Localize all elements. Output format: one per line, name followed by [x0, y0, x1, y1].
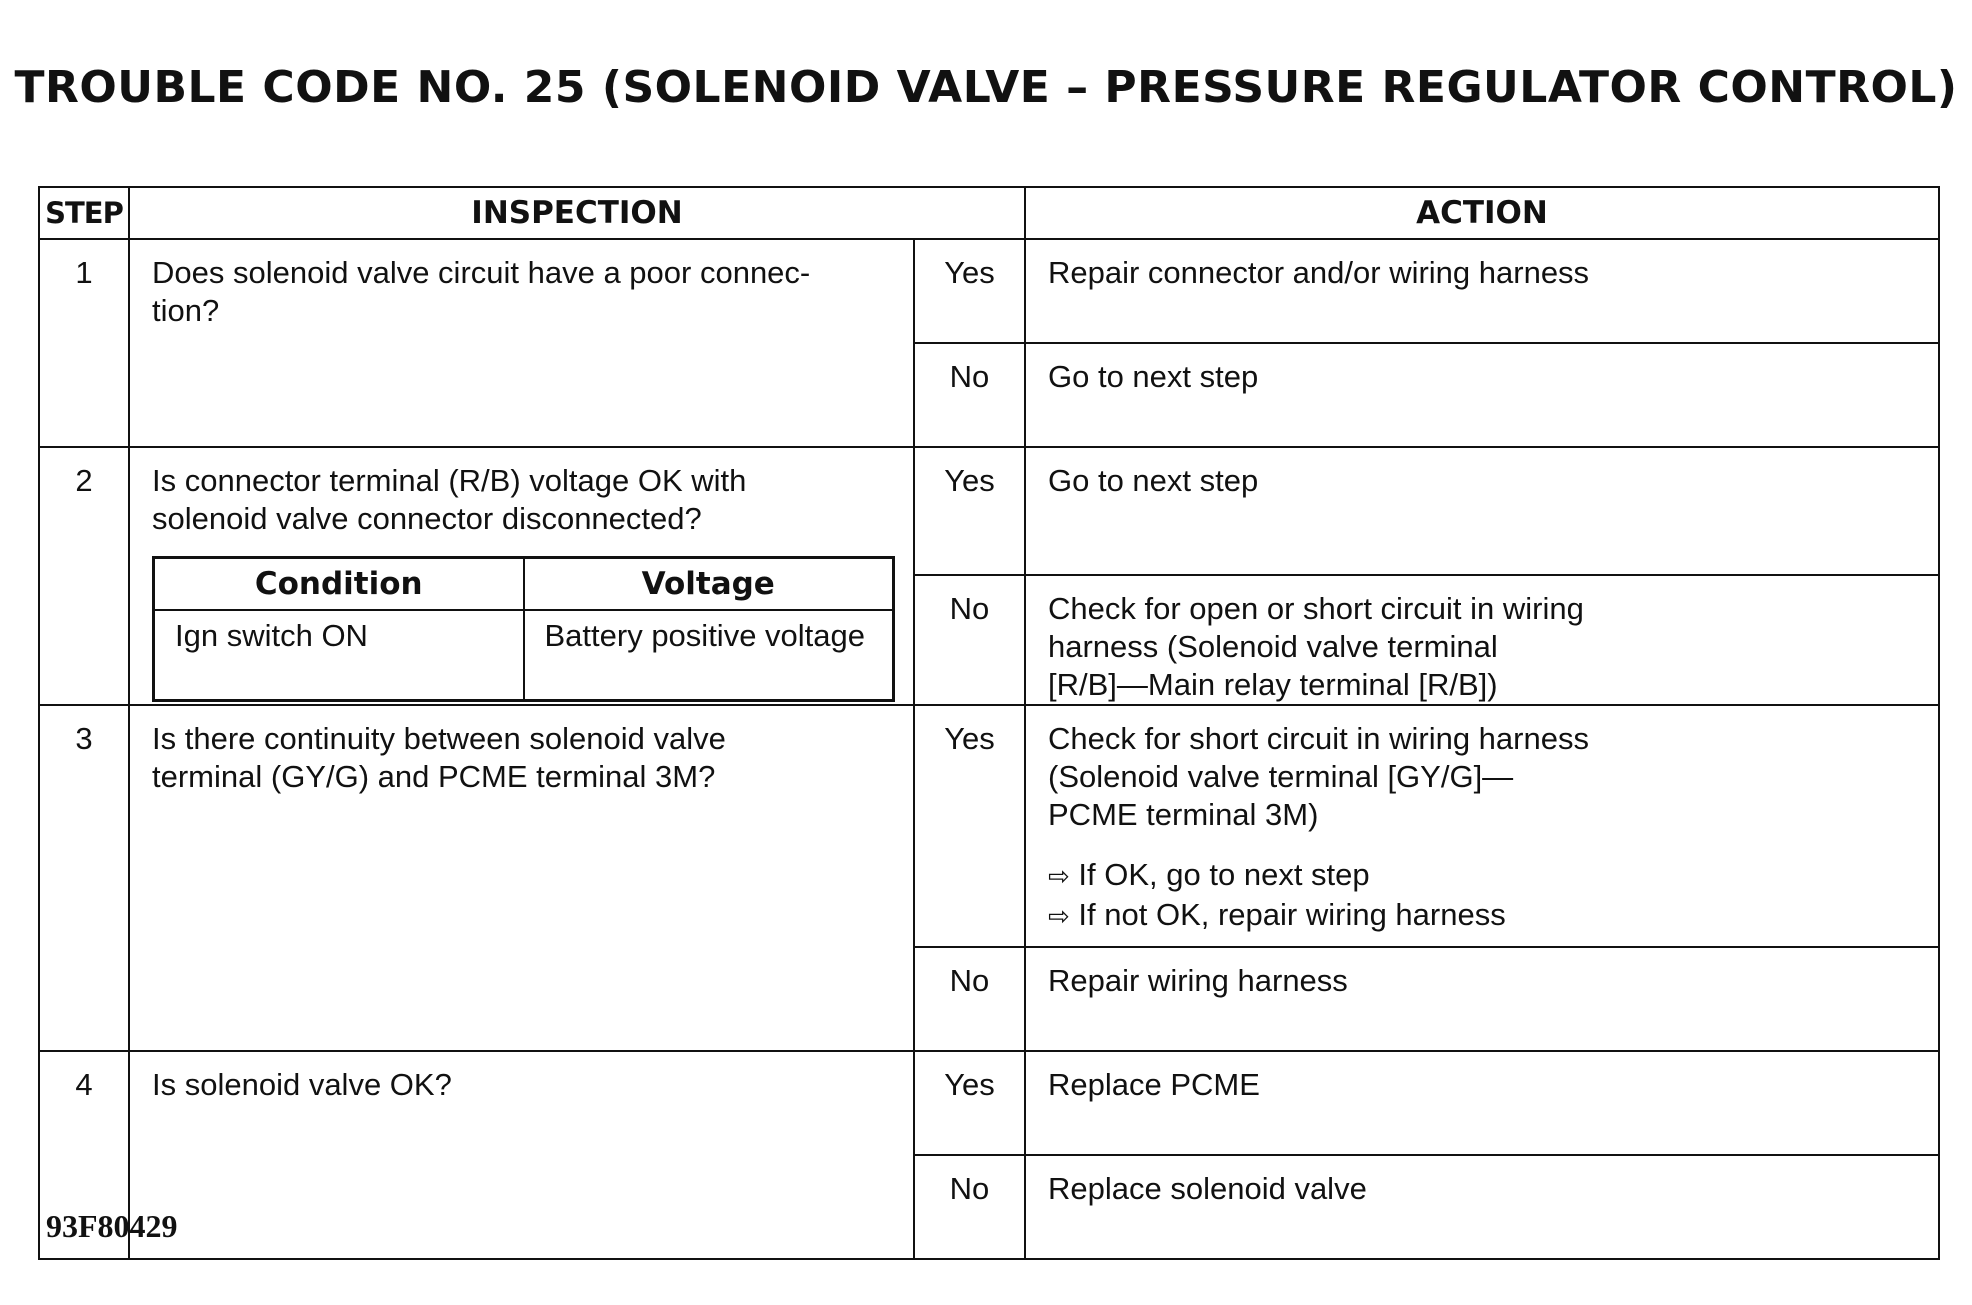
- action-text: PCME terminal 3M): [1048, 797, 1319, 832]
- action-text: [R/B]—Main relay terminal [R/B]): [1048, 667, 1498, 702]
- inspection-cell: [129, 239, 914, 447]
- no-action: [1025, 1155, 1939, 1259]
- table-row: [39, 239, 1939, 343]
- step-header: STEP: [39, 187, 129, 239]
- inspection-text: Is solenoid valve OK?: [152, 1067, 452, 1102]
- action-text: Check for open or short circuit in wiring: [1048, 591, 1584, 626]
- inspection-text: terminal (GY/G) and PCME terminal 3M?: [152, 759, 716, 794]
- action-text: harness (Solenoid valve terminal: [1048, 629, 1498, 664]
- no-label: No: [914, 1155, 1025, 1259]
- action-header: ACTION: [1025, 187, 1939, 239]
- inspection-text: Is connector terminal (R/B) voltage OK with: [152, 463, 747, 498]
- step-number: 4: [39, 1051, 129, 1259]
- voltage-header: Voltage: [524, 558, 894, 611]
- yes-action: [1025, 239, 1939, 343]
- condition-value: Ign switch ON: [154, 610, 524, 701]
- bullet-text: If not OK, repair wiring harness: [1078, 897, 1506, 932]
- table-row: [39, 1051, 1939, 1155]
- table-row: [39, 705, 1939, 947]
- yes-label: Yes: [914, 447, 1025, 575]
- step-number: 1: [39, 239, 129, 447]
- page-title: TROUBLE CODE NO. 25 (SOLENOID VALVE – PRESSURE REGULATOR CONTROL): [14, 62, 1958, 113]
- trouble-code-table: [38, 186, 1940, 1260]
- no-label: No: [914, 343, 1025, 447]
- yes-action: [1025, 1051, 1939, 1155]
- bullet-item: [1048, 856, 1916, 896]
- inspection-cell: [129, 705, 914, 1051]
- action-text: Check for short circuit in wiring harness: [1048, 721, 1589, 756]
- no-label: No: [914, 575, 1025, 705]
- action-text: Repair connector and/or wiring harness: [1048, 255, 1590, 290]
- no-action: [1025, 947, 1939, 1051]
- action-text: Go to next step: [1048, 359, 1259, 394]
- no-label: No: [914, 947, 1025, 1051]
- no-action: [1025, 343, 1939, 447]
- inspection-cell: [129, 447, 914, 705]
- table-row: [39, 447, 1939, 575]
- figure-id: 93F80429: [46, 1208, 178, 1244]
- voltage-value: Battery positive voltage: [524, 610, 894, 701]
- action-text: (Solenoid valve terminal [GY/G]—: [1048, 759, 1514, 794]
- yes-action: [1025, 705, 1939, 947]
- bullet-item: [1048, 896, 1916, 936]
- arrow-right-icon: ⇨: [1048, 862, 1070, 892]
- action-text: Go to next step: [1048, 463, 1259, 498]
- table-row: [154, 610, 894, 701]
- inspection-cell: [129, 1051, 914, 1259]
- inspection-header: INSPECTION: [129, 187, 1025, 239]
- inspection-text: Does solenoid valve circuit have a poor connec-: [152, 255, 811, 290]
- bullet-text: If OK, go to next step: [1078, 857, 1370, 892]
- inspection-text: tion?: [152, 293, 220, 328]
- step-number: 3: [39, 705, 129, 1051]
- action-text: Replace solenoid valve: [1048, 1171, 1367, 1206]
- condition-table: [152, 556, 895, 702]
- condition-header: Condition: [154, 558, 524, 611]
- yes-action: [1025, 447, 1939, 575]
- inspection-text: solenoid valve connector disconnected?: [152, 501, 702, 536]
- no-action: [1025, 575, 1939, 705]
- inspection-text: Is there continuity between solenoid valve: [152, 721, 726, 756]
- action-text: Replace PCME: [1048, 1067, 1260, 1102]
- action-text: Repair wiring harness: [1048, 963, 1348, 998]
- yes-label: Yes: [914, 705, 1025, 947]
- header-row: [39, 187, 1939, 239]
- yes-label: Yes: [914, 1051, 1025, 1155]
- yes-label: Yes: [914, 239, 1025, 343]
- arrow-right-icon: ⇨: [1048, 902, 1070, 932]
- step-number: 2: [39, 447, 129, 705]
